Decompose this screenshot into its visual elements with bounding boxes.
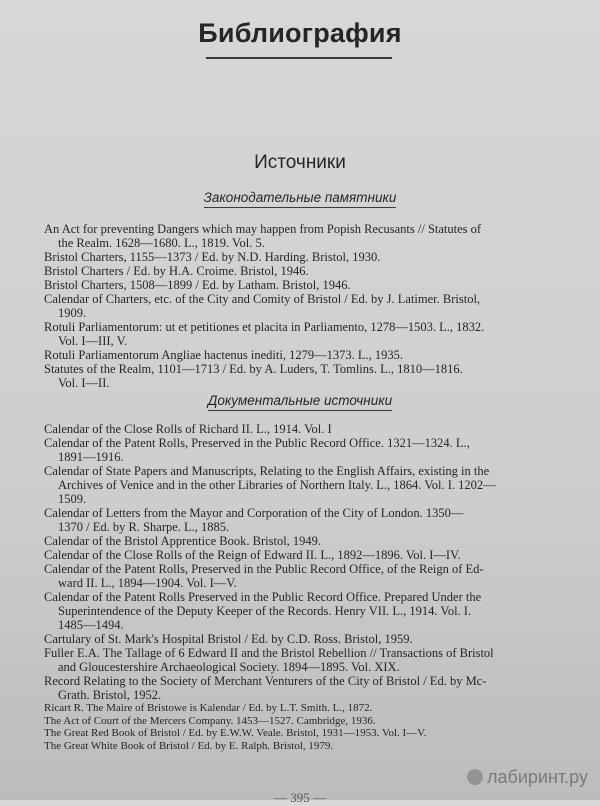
entry-first-line: Calendar of Letters from the Mayor and Corporation of the City of London. 1350— (44, 506, 464, 520)
bibliography-entry (44, 362, 560, 390)
bibliography-entry (44, 740, 560, 753)
bibliography-entry (44, 562, 560, 590)
legislative-list (44, 222, 560, 390)
bibliography-entry (44, 422, 560, 436)
watermark (467, 767, 588, 788)
entry-first-line: Fuller E.A. The Tallage of 6 Edward II and the Bristol Rebellion // Transactions of Bristol (44, 646, 494, 660)
bibliography-entry (44, 320, 560, 348)
entry-continuation-line: 1509. (58, 492, 87, 506)
entry-first-line: Calendar of the Bristol Apprentice Book. Bristol, 1949. (44, 534, 322, 548)
entry-continuation-line: ward II. L., 1894—1904. Vol. I—V. (58, 576, 237, 590)
bibliography-entry (44, 250, 560, 264)
entry-first-line: The Act of Court of the Mercers Company. 1453—1527. Cambridge, 1936. (44, 714, 376, 727)
entry-first-line: Record Relating to the Society of Merchant Venturers of the City of Bristol / Ed. by Mc- (44, 674, 487, 688)
bibliography-entry (44, 222, 560, 250)
entry-first-line: Statutes of the Realm, 1101—1713 / Ed. by A. Luders, T. Tomlins. L., 1810—1816. (44, 362, 463, 376)
bibliography-entry (44, 715, 560, 728)
entry-continuation-line: 1909. (58, 306, 87, 320)
page-title: Библиография (198, 18, 402, 48)
entry-first-line: Bristol Charters, 1155—1373 / Ed. by N.D. Harding. Bristol, 1930. (44, 250, 381, 264)
entry-continuation-line: the Realm. 1628—1680. L., 1819. Vol. 5. (58, 236, 265, 250)
labirint-logo-icon (467, 769, 483, 785)
entry-first-line: Calendar of the Patent Rolls, Preserved in the Public Record Office. 1321—1324. L., (44, 436, 470, 450)
entry-continuation-line: Vol. I—II. (58, 376, 110, 390)
bibliography-entry (44, 632, 560, 646)
entry-first-line: Calendar of the Close Rolls of the Reign of Edward II. L., 1892—1896. Vol. I—IV. (44, 548, 461, 562)
entry-continuation-line: Grath. Bristol, 1952. (58, 688, 162, 702)
bibliography-entry (44, 506, 560, 534)
subsection-heading-legislative-label: Законодательные памятники (204, 190, 397, 208)
entry-continuation-line: and Gloucestershire Archaeological Society. 1894—1895. Vol. XIX. (58, 660, 400, 674)
watermark-text: лабиринт.ру (487, 767, 588, 787)
entry-first-line: The Great White Book of Bristol / Ed. by E. Ralph. Bristol, 1979. (44, 739, 334, 752)
entry-first-line: Calendar of the Patent Rolls Preserved in the Public Record Office. Prepared Under the (44, 590, 482, 604)
section-title: Источники (254, 152, 346, 173)
bibliography-entry (44, 292, 560, 320)
subsection-heading-documentary (0, 393, 600, 411)
title-underline (206, 57, 392, 59)
entry-first-line: Calendar of State Papers and Manuscripts, Relating to the English Affairs, existing in the (44, 464, 490, 478)
entry-continuation-line: 1370 / Ed. by R. Sharpe. L., 1885. (58, 520, 230, 534)
bibliography-entry (44, 702, 560, 715)
entry-first-line: Calendar of the Close Rolls of Richard II. L., 1914. Vol. I (44, 422, 332, 436)
bibliography-entry (44, 646, 560, 674)
bibliography-entry (44, 348, 560, 362)
entry-first-line: The Great Red Book of Bristol / Ed. by E.W.W. Veale. Bristol, 1931—1953. Vol. I—V. (44, 727, 427, 739)
entry-first-line: Bristol Charters / Ed. by H.A. Croime. Bristol, 1946. (44, 264, 309, 278)
entry-first-line: Cartulary of St. Mark's Hospital Bristol / Ed. by C.D. Ross. Bristol, 1959. (44, 632, 413, 646)
bibliography-entry (44, 436, 560, 464)
bibliography-entry (44, 590, 560, 632)
entry-first-line: Bristol Charters, 1508—1899 / Ed. by Latham. Bristol, 1946. (44, 278, 351, 292)
bibliography-entry (44, 674, 560, 702)
bibliography-entry (44, 548, 560, 562)
entry-first-line: An Act for preventing Dangers which may happen from Popish Recusants // Statutes of (44, 222, 482, 236)
bibliography-entry (44, 264, 560, 278)
entry-continuation-line: 1891—1916. (58, 450, 124, 464)
entry-continuation-line: 1485—1494. (58, 618, 124, 632)
entry-first-line: Rotuli Parliamentorum Angliae hactenus inediti, 1279—1373. L., 1935. (44, 348, 403, 362)
subsection-heading-documentary-label: Документальные источники (208, 393, 392, 411)
bibliography-entry (44, 534, 560, 548)
documentary-list (44, 422, 560, 752)
bibliography-entry (44, 727, 560, 740)
entry-first-line: Rotuli Parliamentorum: ut et petitiones et placita in Parliamento, 1278—1503. L., 1832. (44, 320, 485, 334)
entry-first-line: Calendar of the Patent Rolls, Preserved in the Public Record Office, of the Reign of Ed- (44, 562, 484, 576)
entry-first-line: Ricart R. The Maire of Bristowe is Kalendar / Ed. by L.T. Smith. L., 1872. (44, 702, 373, 714)
bibliography-entry (44, 278, 560, 292)
subsection-heading-legislative (0, 190, 600, 208)
entry-continuation-line: Superintendence of the Deputy Keeper of the Records. Henry VII. L., 1914. Vol. I. (58, 604, 472, 618)
bibliography-entry (44, 464, 560, 506)
entry-continuation-line: Vol. I—III, V. (58, 334, 128, 348)
entry-continuation-line: Archives of Venice and in the other Libraries of Northern Italy. L., 1864. Vol. I. 1202— (58, 478, 496, 492)
entry-first-line: Calendar of Charters, etc. of the City and Comity of Bristol / Ed. by J. Latimer. Bristol, (44, 292, 481, 306)
page-number: — 395 — (274, 790, 326, 805)
